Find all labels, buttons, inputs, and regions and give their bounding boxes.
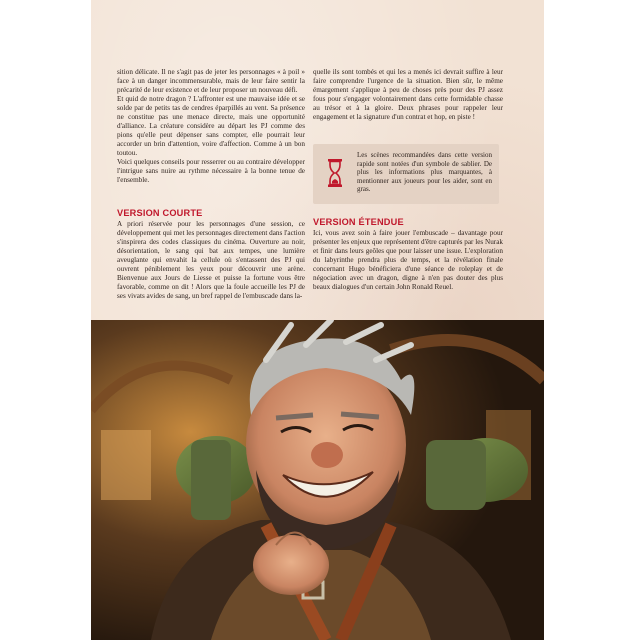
heading-version-courte: VERSION COURTE bbox=[117, 208, 203, 218]
paragraph-2: Et quid de notre dragon ? L'affronter est une mauvaise idée et se solde par de petits tas de cendres éparpillés au vent. Sa présence ne constitue pas une menace directe, mais une opportunité d'alliance. La créature considère au départ les PJ comme des pions qu'elle peut dépenser sans compter, elle pourrait leur accorder un brin d'attention, voire d'affection. Comme à un bon toutou. bbox=[117, 95, 305, 157]
document-page bbox=[91, 0, 544, 640]
callout-text: Les scènes recommandées dans cette version rapide sont notées d'un symbole de sablier. De plus les informations plus marquantes, à mentionner aux joueurs pour les aider, sont en gras. bbox=[357, 151, 492, 194]
version-etendue-paragraph: Ici, vous avez soin à faire jouer l'embuscade – davantage pour présenter les enjeux que représentent d'être capturés par les Nurak et finir dans leurs geôles que pour laisser une issue. L'exploration du labyrinthe prendra plus de temps, et la révélation finale concernant Hugo bénéficiera d'une séance de roleplay et de négociation avec un dragon, digne à n'en pas douter des plus beaux dialogues d'un certain John Ronald Reuel. bbox=[313, 229, 503, 291]
paragraph-1: sition délicate. Il ne s'agit pas de jeter les personnages « à poil » face à un danger incommensurable, mais de leur faire sentir la précarité de leur existence et de leur proposer un nouveau défi. bbox=[117, 68, 305, 94]
left-column-text bbox=[117, 68, 305, 185]
version-courte-text bbox=[117, 220, 305, 301]
paragraph-3: Voici quelques conseils pour resserrer ou au contraire développer l'intrigue sans nuire au rythme nécessaire à la bonne tenue de l'ensemble. bbox=[117, 158, 305, 184]
hourglass-callout-box bbox=[313, 144, 499, 204]
hourglass-icon bbox=[327, 159, 343, 187]
version-etendue-text bbox=[313, 229, 503, 292]
version-courte-paragraph: A priori réservée pour les personnages d'une session, ce développement qui met les personnages directement dans l'action s'inspirera des codes classiques du cinéma. Ouverture au noir, désorientation, le sang qui bat aux tempes, une lumière aveuglante qui envahit la cellule où s'entassent des PJ qui ouvrent péniblement les yeux pour découvrir une arène. Bienvenue aux Jours de Liesse et puisse la fortune vous être favorable, comme on dit ! Alors que la foule accueille les PJ de ses vivats avides de sang, un bref rappel de l'embuscade dans la- bbox=[117, 220, 305, 300]
dwarf-character-illustration bbox=[91, 320, 544, 640]
right-column-paragraph: quelle ils sont tombés et qui les a menés ici devrait suffire à leur faire comprendre l'urgence de la situation. Bien sûr, le même émargement s'applique à peu de choses près pour des PJ assez fous pour s'engager volontairement dans cette formidable chasse au trésor et à la gloire. Deux phrases pour rappeler leur engagement et la signature d'un contrat et hop, en piste ! bbox=[313, 68, 503, 121]
right-column-text bbox=[313, 68, 503, 122]
heading-version-etendue: VERSION ÉTENDUE bbox=[313, 217, 404, 227]
